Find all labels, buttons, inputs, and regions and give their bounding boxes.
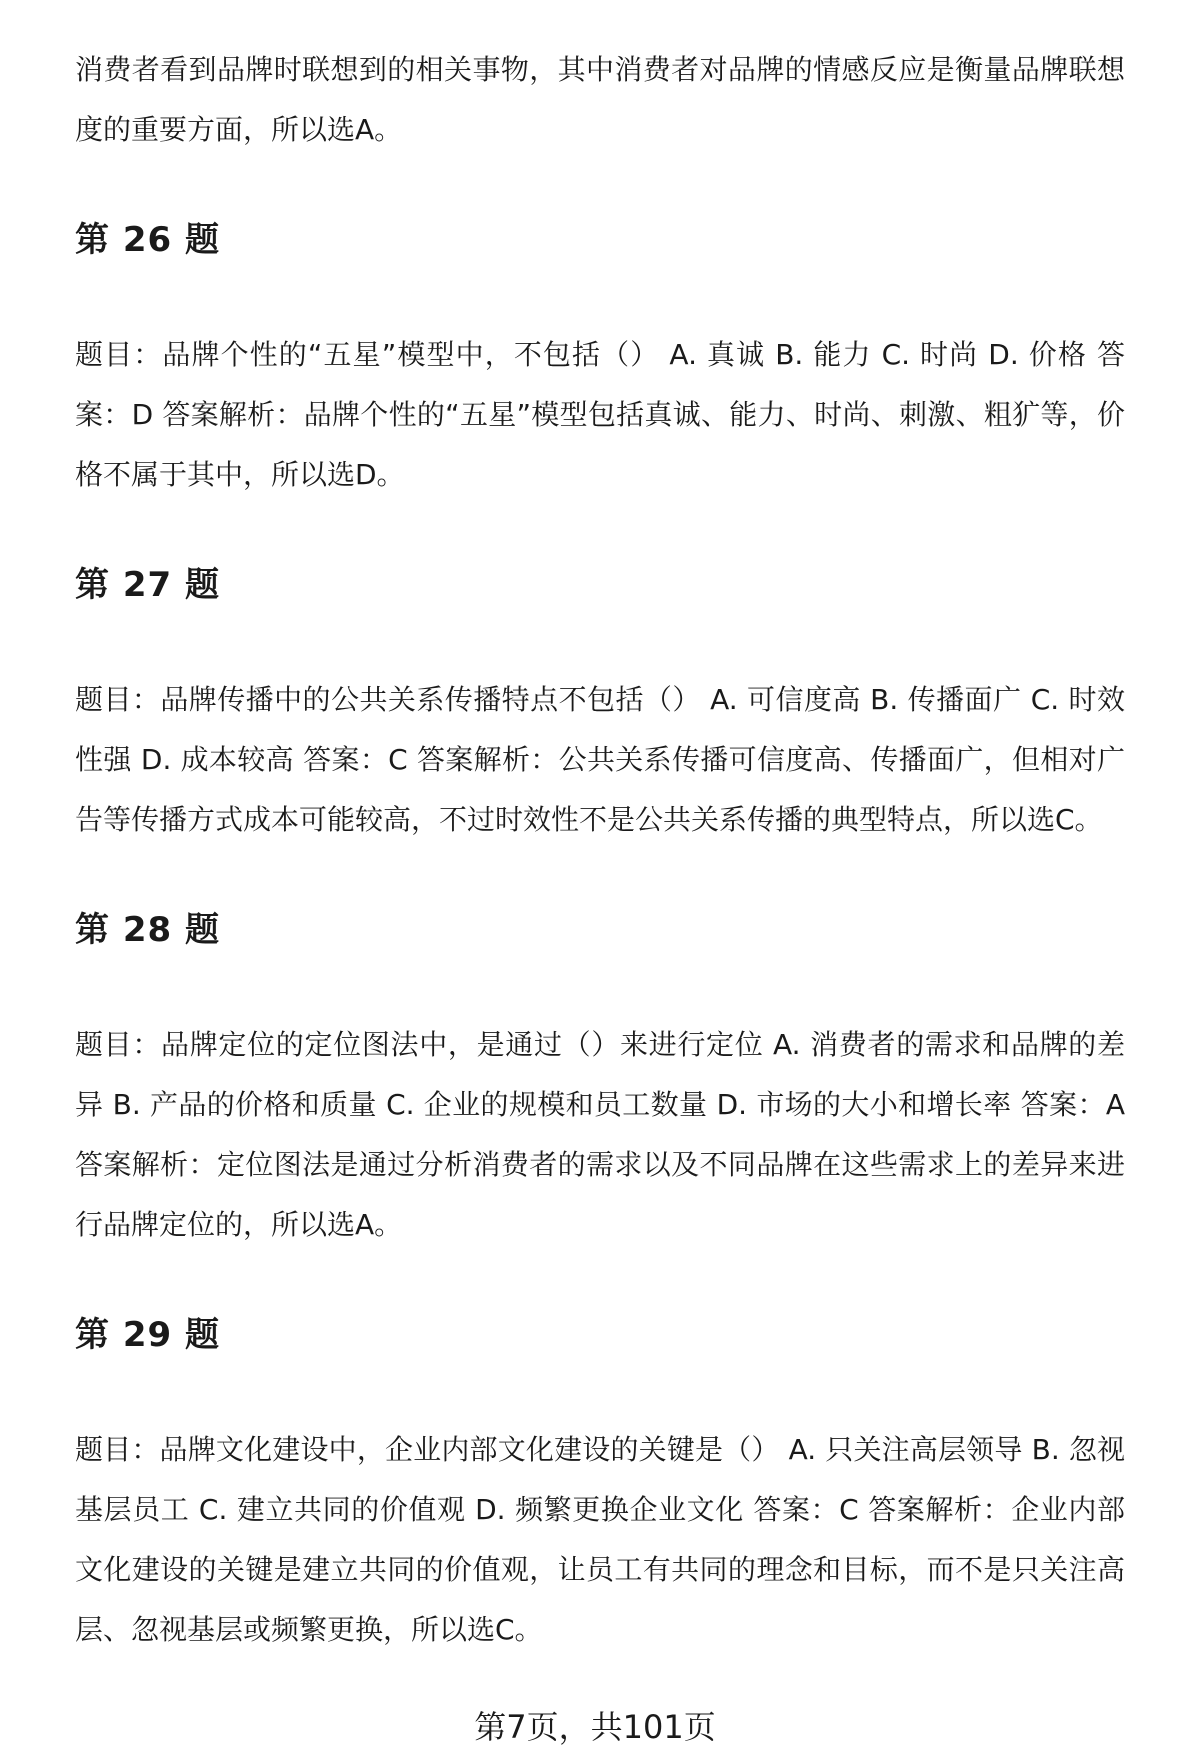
question-heading: 第 27 题 (75, 565, 220, 605)
question-heading: 第 26 题 (75, 220, 220, 260)
page-number-footer: 第7页，共101页 (474, 1708, 716, 1746)
question-body: 题目：品牌定位的定位图法中，是通过（）来进行定位 A. 消费者的需求和品牌的差异 B. 产品的价格和质量 C. 企业的规模和员工数量 D. 市场的大小和增长率 答案：A 答案解析：定位图法是通过分析消费者的需求以及不同品牌在这些需求上的差异来进行品牌定位的，所以选A。 (75, 1028, 1125, 1241)
intro-paragraph: 消费者看到品牌时联想到的相关事物，其中消费者对品牌的情感反应是衡量品牌联想度的重要方面，所以选A。 (75, 53, 1125, 146)
page-content (75, 40, 1125, 1660)
question-26 (75, 210, 1125, 505)
question-body: 题目：品牌传播中的公共关系传播特点不包括（） A. 可信度高 B. 传播面广 C. 时效性强 D. 成本较高 答案：C 答案解析：公共关系传播可信度高、传播面广，但相对广告等传播方式成本可能较高，不过时效性不是公共关系传播的典型特点，所以选C。 (75, 683, 1125, 836)
question-29 (75, 1305, 1125, 1660)
question-28 (75, 900, 1125, 1255)
question-body: 题目：品牌文化建设中，企业内部文化建设的关键是（） A. 只关注高层领导 B. 忽视基层员工 C. 建立共同的价值观 D. 频繁更换企业文化 答案：C 答案解析：企业内部文化建设的关键是建立共同的价值观，让员工有共同的理念和目标，而不是只关注高层、忽视基层或频繁更换，所以选C。 (75, 1433, 1125, 1646)
question-heading: 第 29 题 (75, 1315, 220, 1355)
question-27 (75, 555, 1125, 850)
question-body: 题目：品牌个性的“五星”模型中，不包括（） A. 真诚 B. 能力 C. 时尚 D. 价格 答案：D 答案解析：品牌个性的“五星”模型包括真诚、能力、时尚、刺激、粗犷等，价格不属于其中，所以选D。 (75, 338, 1125, 491)
question-heading: 第 28 题 (75, 910, 220, 950)
